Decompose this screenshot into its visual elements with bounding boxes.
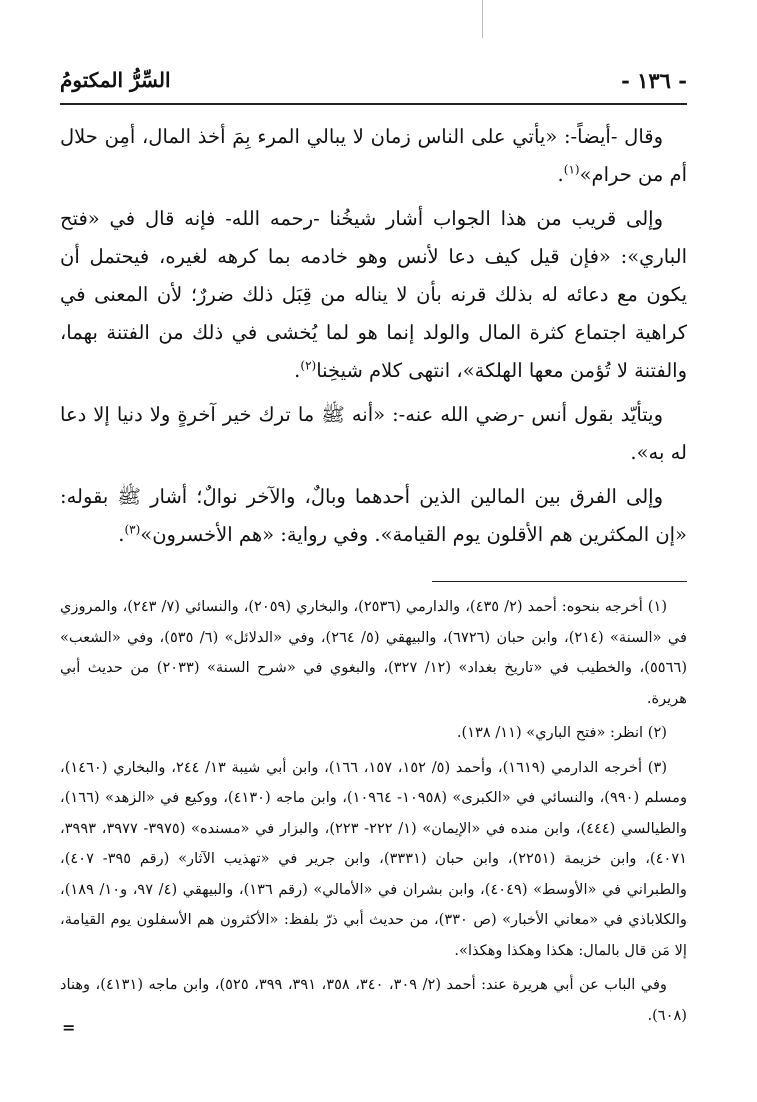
- paragraph: ويتأيّد بقول أنس -رضي الله عنه-: «أنه ﷺ ما ترك خير آخرةٍ ولا دنيا إلا دعا له به».: [60, 403, 687, 464]
- scan-artifact-line: [482, 0, 483, 38]
- footnote-ref[interactable]: (٢): [300, 358, 317, 373]
- paragraph: وقال -أيضاً-: «يأتي على الناس زمان لا يبالي المرء بِمَ أخذ المال، أمِن حلال أم من حرام»$^{(١)}$.: [60, 125, 687, 186]
- main-text: [60, 118, 687, 560]
- page-header: [60, 68, 687, 98]
- footnote-ref[interactable]: (٣): [124, 522, 141, 537]
- book-title: السِّرُّ المكتومُ: [60, 68, 171, 92]
- page-number: - ١٣٦ -: [621, 68, 687, 93]
- footnote: (٢) انظر: «فتح الباري» (١١/ ١٣٨).: [456, 724, 667, 741]
- footnote-divider: [432, 581, 687, 582]
- footnote: (١) أخرجه بنحوه: أحمد (٢/ ٤٣٥)، والدارمي (٢٥٣٦)، والبخاري (٢٠٥٩)، والنسائي (٧/ ٢٤٣)، والمروزي في «السنة» (٢١٤)، وابن حبان (٦٧٢٦)، والبيهقي (٥/ ٢٦٤)، وفي «الدلائل» (٦/ ٥٣٥)، وفي «الشعب» (٥٥٦٦)، والخطيب في «تاريخ بغداد» (١٢/ ٣٢٧)، والبغوي في «شرح السنة» (٢٠٣٣) من حديث أبي هريرة.: [60, 598, 688, 707]
- continuation-mark: =: [62, 1018, 76, 1037]
- footnote-ref[interactable]: (١): [563, 162, 580, 177]
- footnote: (٣) أخرجه الدارمي (١٦١٩)، وأحمد (٥/ ١٥٢، ١٥٧، ١٦٦)، وابن أبي شيبة ١٣/ ٢٤٤، والبخاري (١٤٦٠)، ومسلم (٩٩٠)، والنسائي في «الكبرى» (١٠٩٥٨- ١٠٩٦٤)، وابن ماجه (٤١٣٠)، ووكيع في «الزهد» (١٦٦)، والطيالسي (٤٤٤)، وابن منده في «الإيمان» (١/ ٢٢٢- ٢٢٣)، والبزار في «مسنده» (٣٩٧٥- ٣٩٧٧، ٣٩٩٣، ٤٠٧١)، وابن خزيمة (٢٢٥١)، وابن حبان (٣٣٣١)، وابن جرير في «تهذيب الآثار» (رقم ٣٩٥- ٤٠٧)، والطبراني في «الأوسط» (٤٠٤٩)، وابن بشران في «الأمالي» (رقم ١٣٦)، والبيهقي (٤/ ٩٧، و١٠/ ١٨٩)، والكلاباذي في «معاني الأخبار» (ص ٣٣٠)، من حديث أبي ذرّ بلفظ: «الأكثرون هم الأسفلون يوم القيامة، إلا مَن قال بالمال: هكذا وهكذا وهكذا».: [60, 758, 688, 959]
- paragraph: وإلى قريب من هذا الجواب أشار شيخُنا -رحمه الله- فإنه قال في «فتح الباري»: «فإن قيل كيف دعا لأنس وهو خادمه بما كرهه لغيره، فيحتمل أن يكون مع دعائه له بذلك قرنه بأن لا يناله من قِبَل ذلك ضررٌ؛ لأن المعنى في كراهية اجتماع كثرة المال والولد إنما هو لما يُخشى في ذلك من الفتنة بهما، والفتنة لا تُؤمن معها الهلكة»، انتهى كلام شيخِنا$^{(٢)}$.: [60, 207, 687, 382]
- paragraph: وإلى الفرق بين المالين الذين أحدهما وبالٌ، والآخر نوالٌ؛ أشار ﷺ بقوله: «إن المكثرين هم الأقلون يوم القيامة». وفي رواية: «هم الأخسرون»$^{(٣)}$.: [60, 485, 687, 546]
- header-divider: [60, 103, 687, 105]
- footnote: وفي الباب عن أبي هريرة عند: أحمد (٢/ ٣٠٩، ٣٤٠، ٣٥٨، ٣٩١، ٣٩٩، ٥٢٥)، وابن ماجه (٤١٣١)، وهناد (٦٠٨).: [60, 976, 687, 1024]
- footnotes: [60, 592, 687, 1035]
